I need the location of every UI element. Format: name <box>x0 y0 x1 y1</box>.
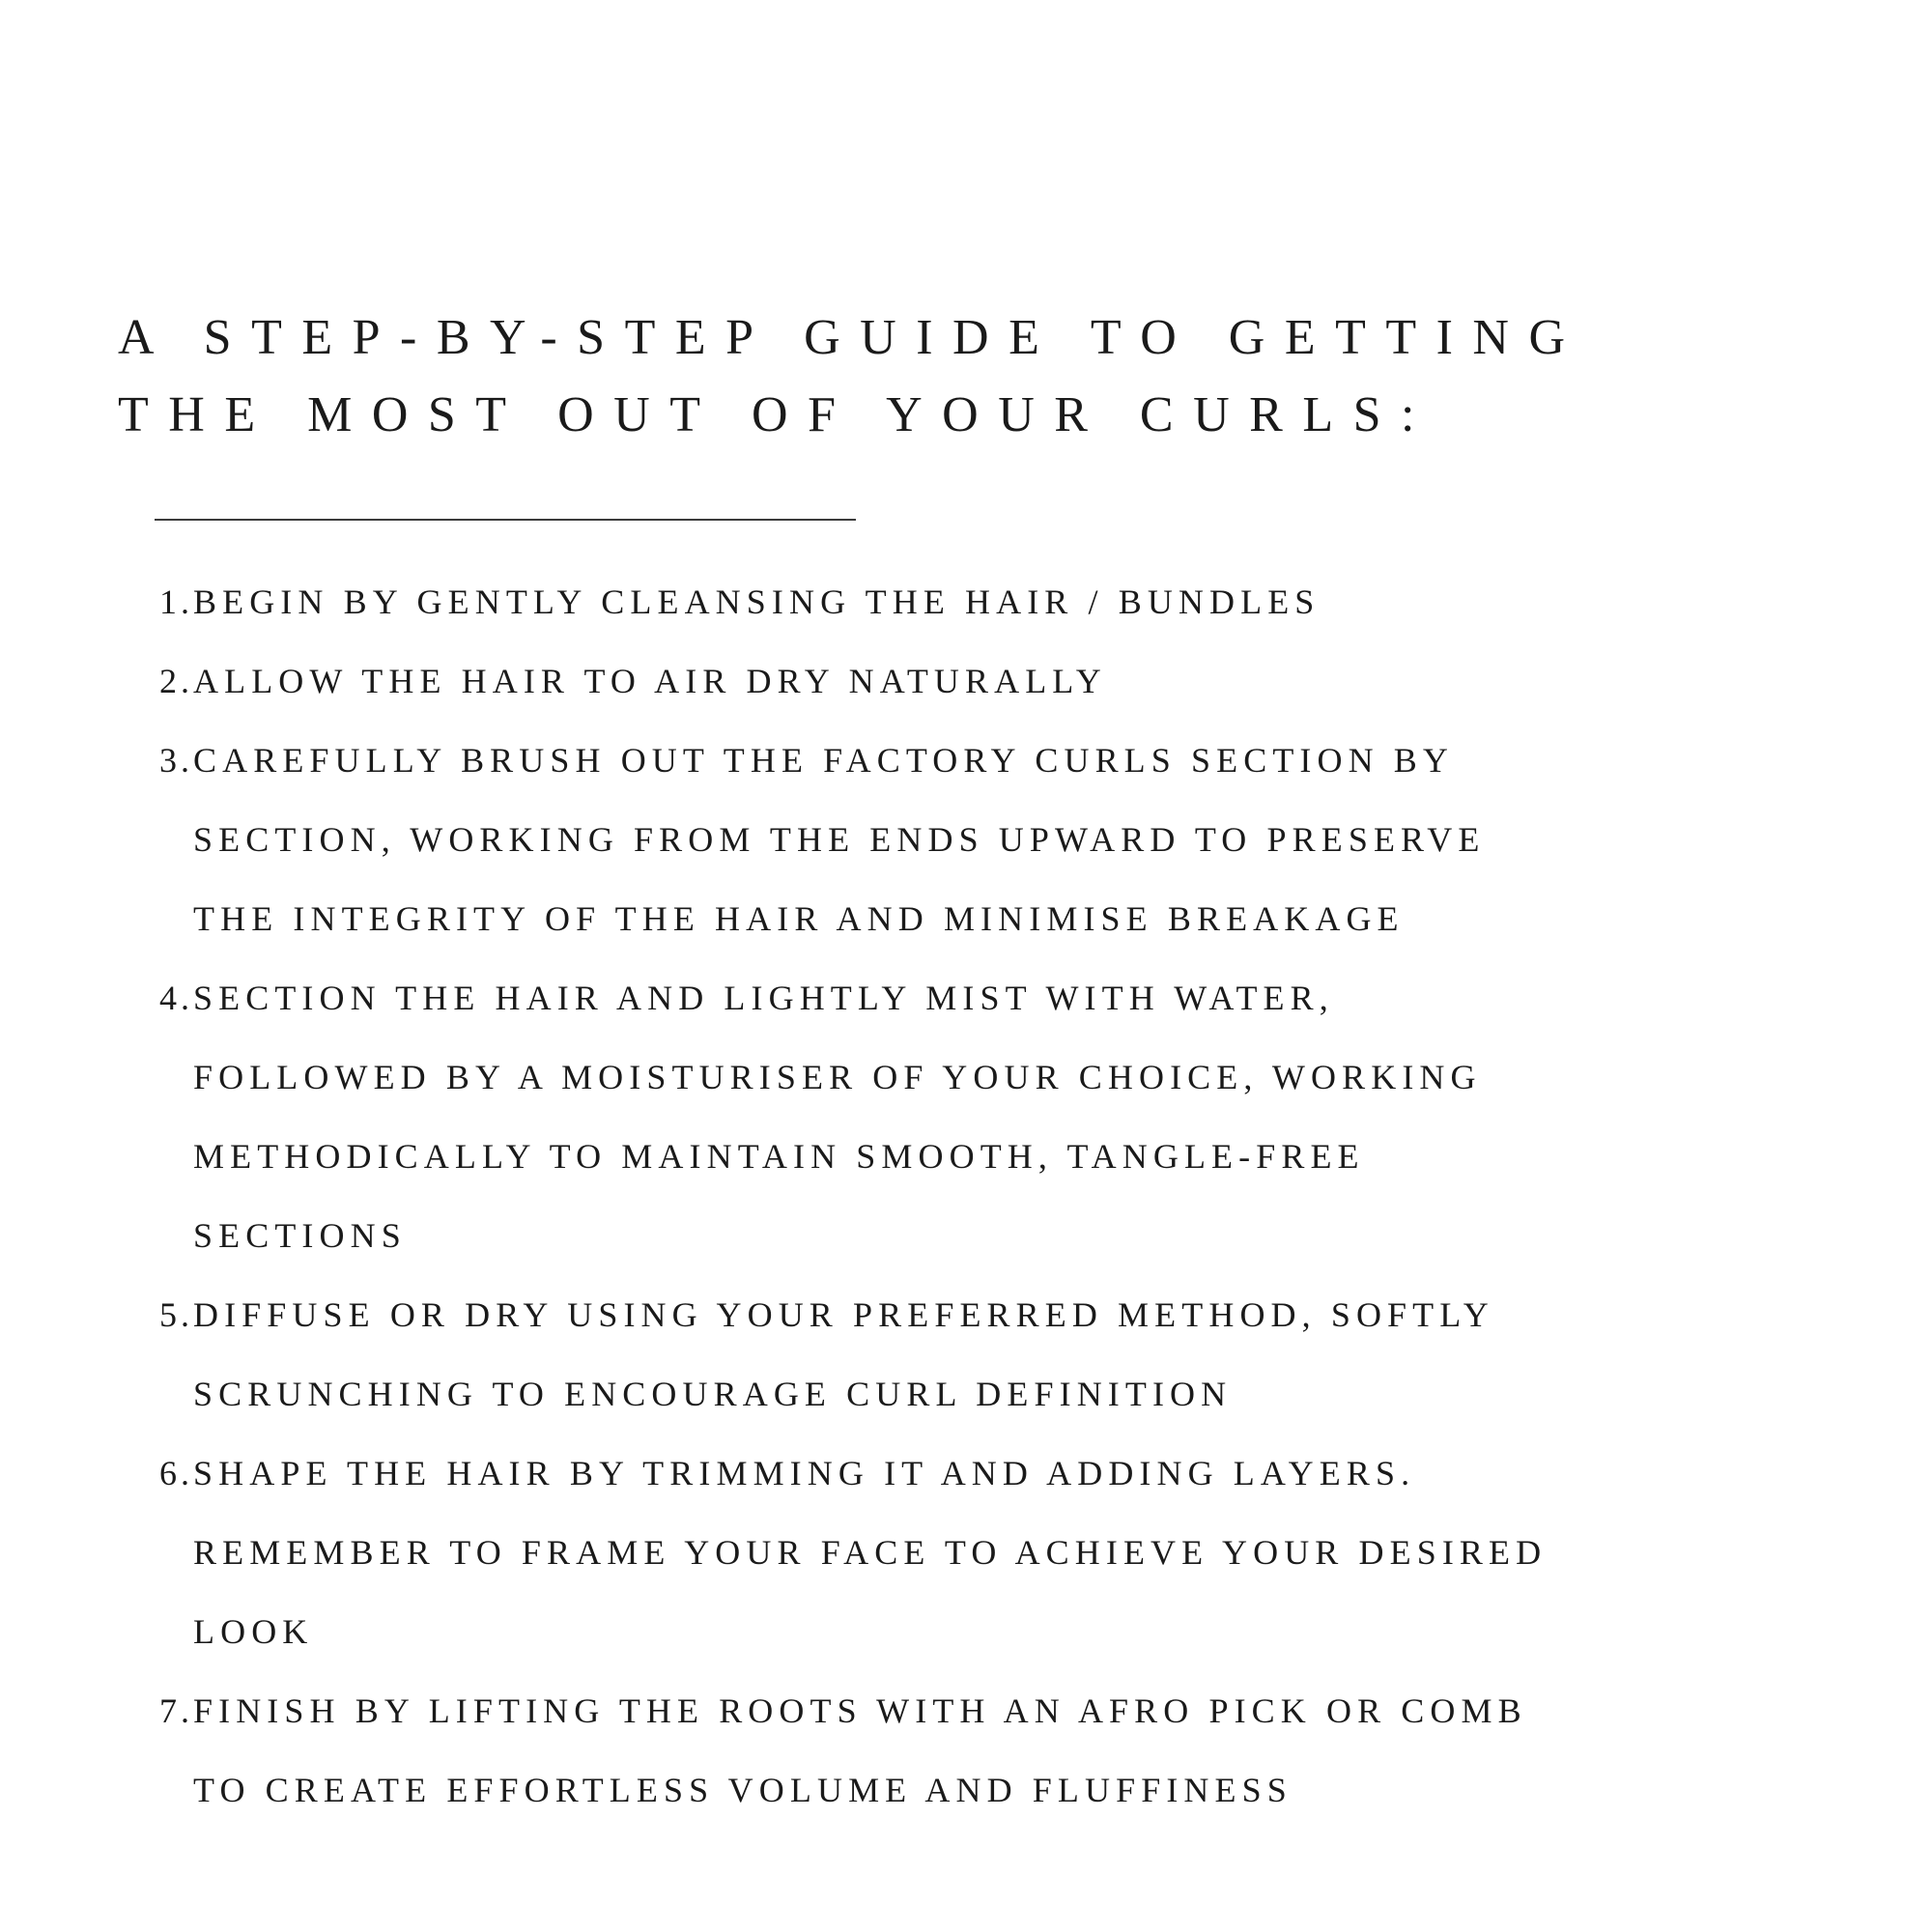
step-text-line: SECTION THE HAIR AND LIGHTLY MIST WITH WATER, <box>193 979 1334 1017</box>
step-text <box>193 1275 1797 1434</box>
step-text-line: SECTION, WORKING FROM THE ENDS UPWARD TO PRESERVE <box>193 820 1486 859</box>
step-text-line: TO CREATE EFFORTLESS VOLUME AND FLUFFINESS <box>193 1771 1293 1809</box>
step-number: 4. <box>159 979 193 1017</box>
step-text-line: CAREFULLY BRUSH OUT THE FACTORY CURLS SECTION BY <box>193 741 1455 780</box>
step-text-line: FINISH BY LIFTING THE ROOTS WITH AN AFRO PICK OR COMB <box>193 1691 1527 1730</box>
step-text-line: ALLOW THE HAIR TO AIR DRY NATURALLY <box>193 662 1107 700</box>
step-text-line: SCRUNCHING TO ENCOURAGE CURL DEFINITION <box>193 1375 1233 1413</box>
step-item-2 <box>145 641 1913 721</box>
step-text-line: FOLLOWED BY A MOISTURISER OF YOUR CHOICE, WORKING <box>193 1058 1482 1096</box>
step-number: 5. <box>159 1295 193 1334</box>
title-line-2: THE MOST OUT OF YOUR CURLS: <box>118 387 1435 442</box>
step-text-line: LOOK <box>193 1612 314 1651</box>
step-text-line: SECTIONS <box>193 1216 407 1255</box>
step-text <box>193 641 1797 721</box>
steps-list <box>145 562 1913 1830</box>
step-text <box>193 1434 1797 1671</box>
step-item-5 <box>145 1275 1913 1434</box>
step-text <box>193 958 1797 1275</box>
step-text <box>193 562 1797 641</box>
step-number: 6. <box>159 1454 193 1492</box>
divider <box>155 519 856 521</box>
step-item-1 <box>145 562 1913 641</box>
step-text-line: DIFFUSE OR DRY USING YOUR PREFERRED METHOD, SOFTLY <box>193 1295 1494 1334</box>
page-title <box>118 299 1585 454</box>
step-text-line: BEGIN BY GENTLY CLEANSING THE HAIR / BUNDLES <box>193 582 1321 621</box>
step-number: 2. <box>159 662 193 700</box>
step-item-4 <box>145 958 1913 1275</box>
step-number: 7. <box>159 1691 193 1730</box>
step-text <box>193 721 1797 958</box>
title-line-1: A STEP-BY-STEP GUIDE TO GETTING <box>118 310 1585 365</box>
step-item-3 <box>145 721 1913 958</box>
step-text <box>193 1671 1797 1830</box>
step-text-line: SHAPE THE HAIR BY TRIMMING IT AND ADDING LAYERS. <box>193 1454 1416 1492</box>
step-number: 1. <box>159 582 193 621</box>
step-text-line: METHODICALLY TO MAINTAIN SMOOTH, TANGLE-FREE <box>193 1137 1365 1176</box>
step-text-line: THE INTEGRITY OF THE HAIR AND MINIMISE BREAKAGE <box>193 899 1405 938</box>
step-item-7 <box>145 1671 1913 1830</box>
step-number: 3. <box>159 741 193 780</box>
step-item-6 <box>145 1434 1913 1671</box>
step-text-line: REMEMBER TO FRAME YOUR FACE TO ACHIEVE YOUR DESIRED <box>193 1533 1548 1572</box>
